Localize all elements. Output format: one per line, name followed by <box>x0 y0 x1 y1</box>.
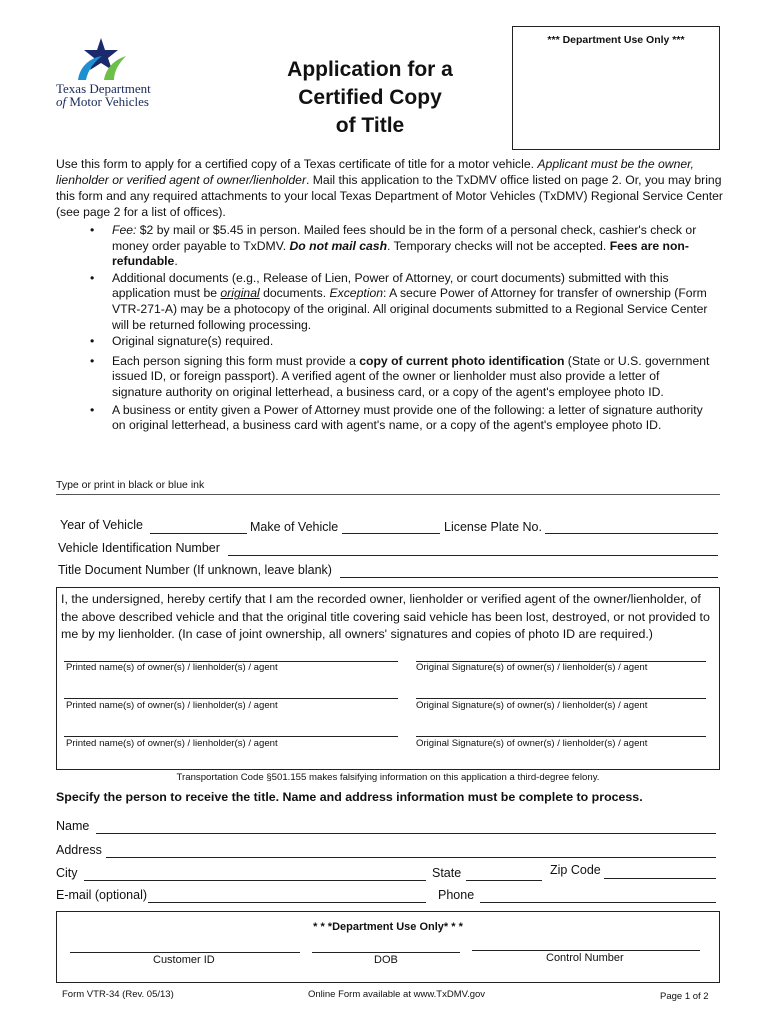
signature-field-2[interactable] <box>416 698 706 699</box>
printed-name-label-2: Printed name(s) of owner(s) / lienholder(s) / agent <box>66 700 278 711</box>
agency-name <box>56 82 151 108</box>
department-use-title: * * *Department Use Only* * * <box>313 921 463 933</box>
section-divider <box>56 494 720 495</box>
address-label: Address <box>56 843 102 857</box>
signature-label-2: Original Signature(s) of owner(s) / lienholder(s) / agent <box>416 700 648 711</box>
department-use-label: *** Department Use Only *** <box>547 34 685 46</box>
intro-text: Use this form to apply for a certified copy of a Texas certificate of title for a motor vehicle. <box>56 157 535 171</box>
certification-statement: I, the undersigned, hereby certify that I am the recorded owner, lienholder or verified agent of the owner/lienholder, of the above described vehicle and that the original title covering said vehicle has been lost, destroyed, or not provided to me by my lienholder. (In case of joint ownership, all owners' signatures and copies of photo ID are required.) <box>61 592 710 641</box>
recipient-heading: Specify the person to receive the title. Name and address information must be complete to process. <box>56 790 643 804</box>
address-field[interactable] <box>106 857 716 858</box>
email-label: E-mail (optional) <box>56 888 148 902</box>
name-label: Name <box>56 819 90 833</box>
fee-nonrefundable: Fees are non-refundable <box>112 238 689 269</box>
city-field[interactable] <box>84 880 426 881</box>
name-field[interactable] <box>96 833 716 834</box>
agency-name-of: of <box>56 94 67 109</box>
department-use-box <box>512 26 720 150</box>
state-field[interactable] <box>466 880 542 881</box>
docs-text-a: Additional documents (e.g., Release of Lien, Power of Attorney, or court documents) submitted with this application must be <box>112 270 669 301</box>
fee-no-cash: Do not mail cash <box>289 238 388 253</box>
dob-field[interactable] <box>312 952 460 953</box>
signature-label-3: Original Signature(s) of owner(s) / lienholder(s) / agent <box>416 738 648 749</box>
fee-label: Fee: <box>112 223 137 237</box>
list-item-documents <box>90 271 710 333</box>
make-of-vehicle-label: Make of Vehicle <box>250 520 339 534</box>
license-plate-label: License Plate No. <box>444 520 542 534</box>
printed-name-label-3: Printed name(s) of owner(s) / lienholder(s) / agent <box>66 738 278 749</box>
intro-paragraph <box>56 156 724 220</box>
dob-label: DOB <box>374 954 398 966</box>
id-text-a: Each person signing this form must provide a <box>112 353 356 368</box>
control-number-label: Control Number <box>546 952 624 964</box>
phone-field[interactable] <box>480 902 716 903</box>
form-number: Form VTR-34 (Rev. 05/13) <box>62 989 174 1000</box>
customer-id-field[interactable] <box>70 952 300 953</box>
vin-label: Vehicle Identification Number <box>58 541 220 555</box>
form-title <box>250 56 490 140</box>
year-of-vehicle-label: Year of Vehicle <box>60 518 143 532</box>
docs-original: original <box>220 286 260 301</box>
printed-name-field-2[interactable] <box>64 698 398 699</box>
title-document-number-label: Title Document Number (If unknown, leave blank) <box>58 563 332 577</box>
list-item-fee <box>90 223 710 270</box>
zip-code-label: Zip Code <box>550 863 601 877</box>
requirements-list <box>90 223 710 435</box>
control-number-field[interactable] <box>472 950 700 951</box>
online-form-note: Online Form available at www.TxDMV.gov <box>308 989 486 1000</box>
year-of-vehicle-field[interactable] <box>150 533 247 534</box>
signature-label-1: Original Signature(s) of owner(s) / lienholder(s) / agent <box>416 662 648 673</box>
fee-end: . <box>174 254 178 269</box>
docs-text-c: : A secure Power of Attorney for transfer of ownership (Form VTR-271-A) may be a photocopy of the original. All original documents submitted to a Regional Service Center will be returned following processing. <box>112 286 708 332</box>
phone-label: Phone <box>438 888 475 902</box>
city-label: City <box>56 866 78 880</box>
fee-text: $2 by mail or $5.45 in person. Mailed fees should be in the form of a personal check, cashier's check or money order payable to TxDMV. <box>112 223 697 253</box>
title-line3: of Title <box>335 114 405 137</box>
list-item-photo-id <box>90 354 710 401</box>
zip-code-field[interactable] <box>604 878 716 879</box>
list-item-signature: • Original signature(s) required. <box>90 334 710 350</box>
felony-warning: Transportation Code §501.155 makes falsifying information on this application a third-degree felony. <box>176 772 600 783</box>
license-plate-field[interactable] <box>545 533 718 534</box>
email-field[interactable] <box>148 902 426 903</box>
customer-id-label: Customer ID <box>153 954 215 966</box>
docs-text-b: documents. <box>259 286 327 301</box>
title-line1: Application for a <box>287 58 453 81</box>
signature-field-3[interactable] <box>416 736 706 737</box>
intro-eligibility: Applicant must be the owner, lienholder or verified agent of owner/lienholder <box>56 157 694 187</box>
id-text-b: (State or U.S. government issued ID, or foreign passport). A verified agent of the owner or lienholder must also provide a letter of signature authority on original letterhead, a business card, or a copy of the agent's employee photo ID. <box>112 353 710 399</box>
vin-field[interactable] <box>228 555 718 556</box>
page-number: Page 1 of 2 <box>660 991 709 1002</box>
printed-name-label-1: Printed name(s) of owner(s) / lienholder(s) / agent <box>66 662 278 673</box>
agency-name-line2: Motor Vehicles <box>69 94 149 109</box>
state-label: State <box>432 866 462 880</box>
intro-instructions: . Mail this application to the TxDMV office listed on page 2. Or, you may bring this form and any required attachments to your local Texas Department of Motor Vehicles (TxDMV) Regional Service Center (see page 2 for a list of offices). <box>56 173 723 219</box>
txdmv-star-logo-icon <box>68 36 138 84</box>
printed-name-field-3[interactable] <box>64 736 398 737</box>
fee-text2: . Temporary checks will not be accepted. <box>387 238 607 253</box>
list-item-power-of-attorney: • A business or entity given a Power of Attorney must provide one of the following: a letter of signature authority on original letterhead, a business card with agent's name, or a copy of the agent's employee photo ID. <box>90 403 710 434</box>
title-document-number-field[interactable] <box>340 577 718 578</box>
id-bold: copy of current photo identification <box>359 353 565 368</box>
agency-name-line1: Texas Department <box>56 81 151 96</box>
docs-exception: Exception <box>329 286 384 301</box>
ink-note: Type or print in black or blue ink <box>56 479 205 491</box>
title-line2: Certified Copy <box>298 86 442 109</box>
make-of-vehicle-field[interactable] <box>342 533 440 534</box>
